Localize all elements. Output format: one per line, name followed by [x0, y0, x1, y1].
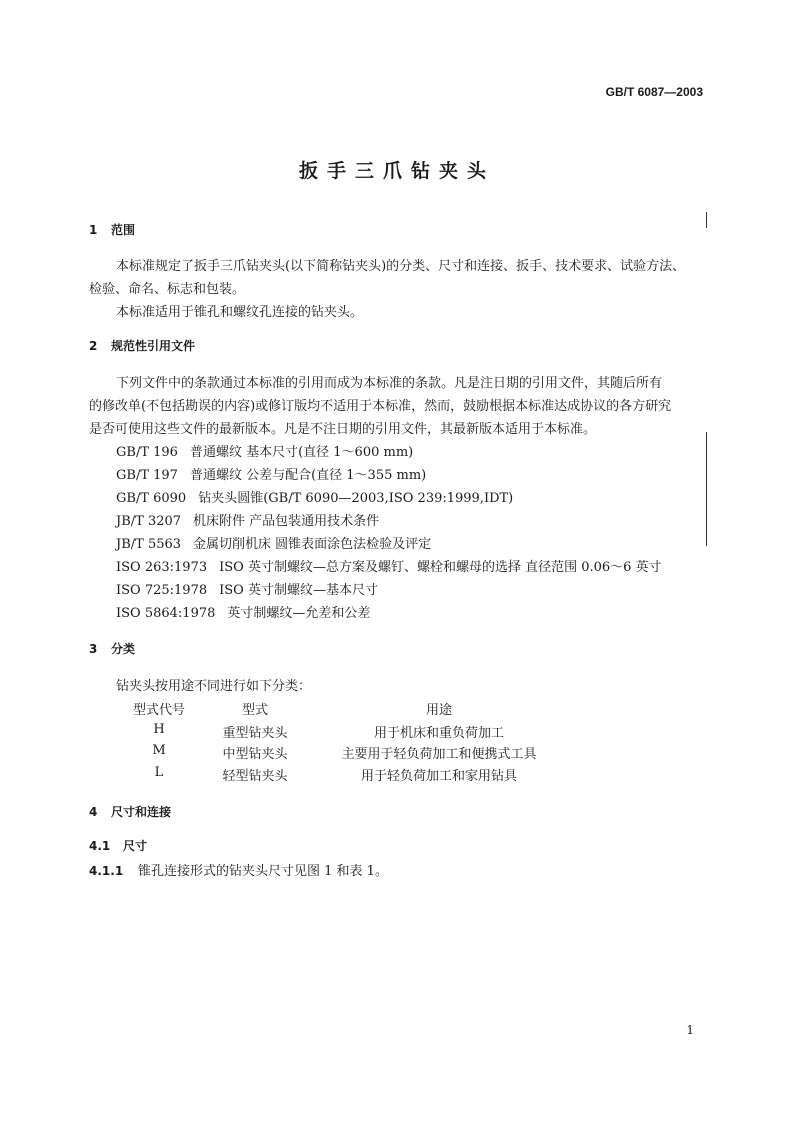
- section-number: 3: [89, 642, 98, 656]
- table-cell: 用于机床和重负荷加工: [373, 726, 504, 741]
- paragraph: 是否可使用这些文件的最新版本。凡是不注日期的引用文件，其最新版本适用于本标准。: [89, 422, 597, 437]
- reference-code: ISO 263:1973: [116, 560, 208, 575]
- table-cell: M: [152, 743, 166, 758]
- section-title: 规范性引用文件: [111, 339, 196, 353]
- reference-item: [116, 487, 513, 506]
- reference-title: 普通螺纹 基本尺寸(直径 1～600 mm): [189, 445, 414, 460]
- reference-code: GB/T 197: [116, 468, 178, 483]
- reference-code: GB/T 6090: [116, 491, 187, 506]
- reference-title: 金属切削机床 圆锥表面涂色法检验及评定: [193, 537, 432, 552]
- table-cell: 重型钻夹头: [222, 726, 288, 741]
- paragraph: 钻夹头按用途不同进行如下分类：: [116, 679, 312, 694]
- reference-item: [116, 579, 378, 598]
- table-cell: 主要用于轻负荷加工和便携式工具: [341, 747, 537, 762]
- section-4-heading: [89, 803, 171, 820]
- reference-code: JB/T 3207: [116, 514, 182, 529]
- reference-title: 机床附件 产品包装通用技术条件: [193, 514, 380, 529]
- table-cell: 用于轻负荷加工和家用钻具: [360, 769, 517, 784]
- reference-title: 英寸制螺纹—允差和公差: [227, 606, 371, 621]
- subsection-text: 锥孔连接形式的钻夹头尺寸见图 1 和表 1。: [138, 864, 388, 879]
- table-cell: 中型钻夹头: [222, 747, 288, 762]
- section-2-heading: [89, 337, 195, 354]
- page-number: 1: [686, 1023, 694, 1037]
- reference-title: ISO 英寸制螺纹—基本尺寸: [219, 583, 378, 598]
- standard-number: GB/T 6087—2003: [605, 85, 703, 99]
- subsection-title: 尺寸: [123, 839, 148, 853]
- table-cell: 轻型钻夹头: [222, 769, 288, 784]
- section-title: 分类: [111, 642, 136, 656]
- reference-title: ISO 英寸制螺纹—总方案及螺钉、螺栓和螺母的选择 直径范围 0.06～6 英寸: [219, 560, 662, 575]
- table-cell: L: [154, 765, 164, 780]
- reference-code: ISO 5864:1978: [116, 606, 216, 621]
- section-title: 尺寸和连接: [111, 805, 172, 819]
- subsection-4-1-heading: [89, 837, 147, 854]
- paragraph: 检验、命名、标志和包装。: [89, 282, 246, 297]
- table-header-type: 型式: [241, 703, 268, 718]
- reference-item: [116, 602, 370, 621]
- paragraph: 本标准适用于锥孔和螺纹孔连接的钻夹头。: [116, 305, 364, 320]
- table-header-code: 型式代号: [132, 703, 185, 718]
- section-title: 范围: [111, 223, 136, 237]
- reference-code: ISO 725:1978: [116, 583, 208, 598]
- reference-item: [116, 464, 426, 483]
- reference-title: 钻夹头圆锥(GB/T 6090—2003,ISO 239:1999,IDT): [198, 491, 514, 506]
- reference-item: [116, 441, 413, 460]
- reference-code: GB/T 196: [116, 445, 178, 460]
- section-number: 4: [89, 805, 98, 819]
- change-bar: [706, 432, 707, 546]
- section-number: 1: [89, 223, 98, 237]
- paragraph: 本标准规定了扳手三爪钻夹头(以下简称钻夹头)的分类、尺寸和连接、扳手、技术要求、试验方法、: [116, 259, 686, 274]
- section-1-heading: [89, 221, 135, 238]
- subsection-number: 4.1.1: [89, 864, 124, 878]
- reference-item: [116, 556, 662, 575]
- page-title: 扳手三爪钻夹头: [298, 160, 495, 182]
- subsection-4-1-1: [89, 860, 388, 879]
- table-cell: H: [153, 722, 165, 737]
- reference-item: [116, 510, 379, 529]
- reference-code: JB/T 5563: [116, 537, 182, 552]
- paragraph: 的修改单(不包括勘误的内容)或修订版均不适用于本标准，然而，鼓励根据本标准达成协议的各方研究: [89, 399, 672, 414]
- subsection-number: 4.1: [89, 839, 111, 853]
- reference-item: [116, 533, 431, 552]
- paragraph: 下列文件中的条款通过本标准的引用而成为本标准的条款。凡是注日期的引用文件，其随后所有: [116, 376, 663, 391]
- reference-title: 普通螺纹 公差与配合(直径 1～355 mm): [189, 468, 427, 483]
- change-bar: [706, 212, 707, 228]
- section-3-heading: [89, 640, 135, 657]
- table-header-usage: 用途: [425, 703, 452, 718]
- section-number: 2: [89, 339, 98, 353]
